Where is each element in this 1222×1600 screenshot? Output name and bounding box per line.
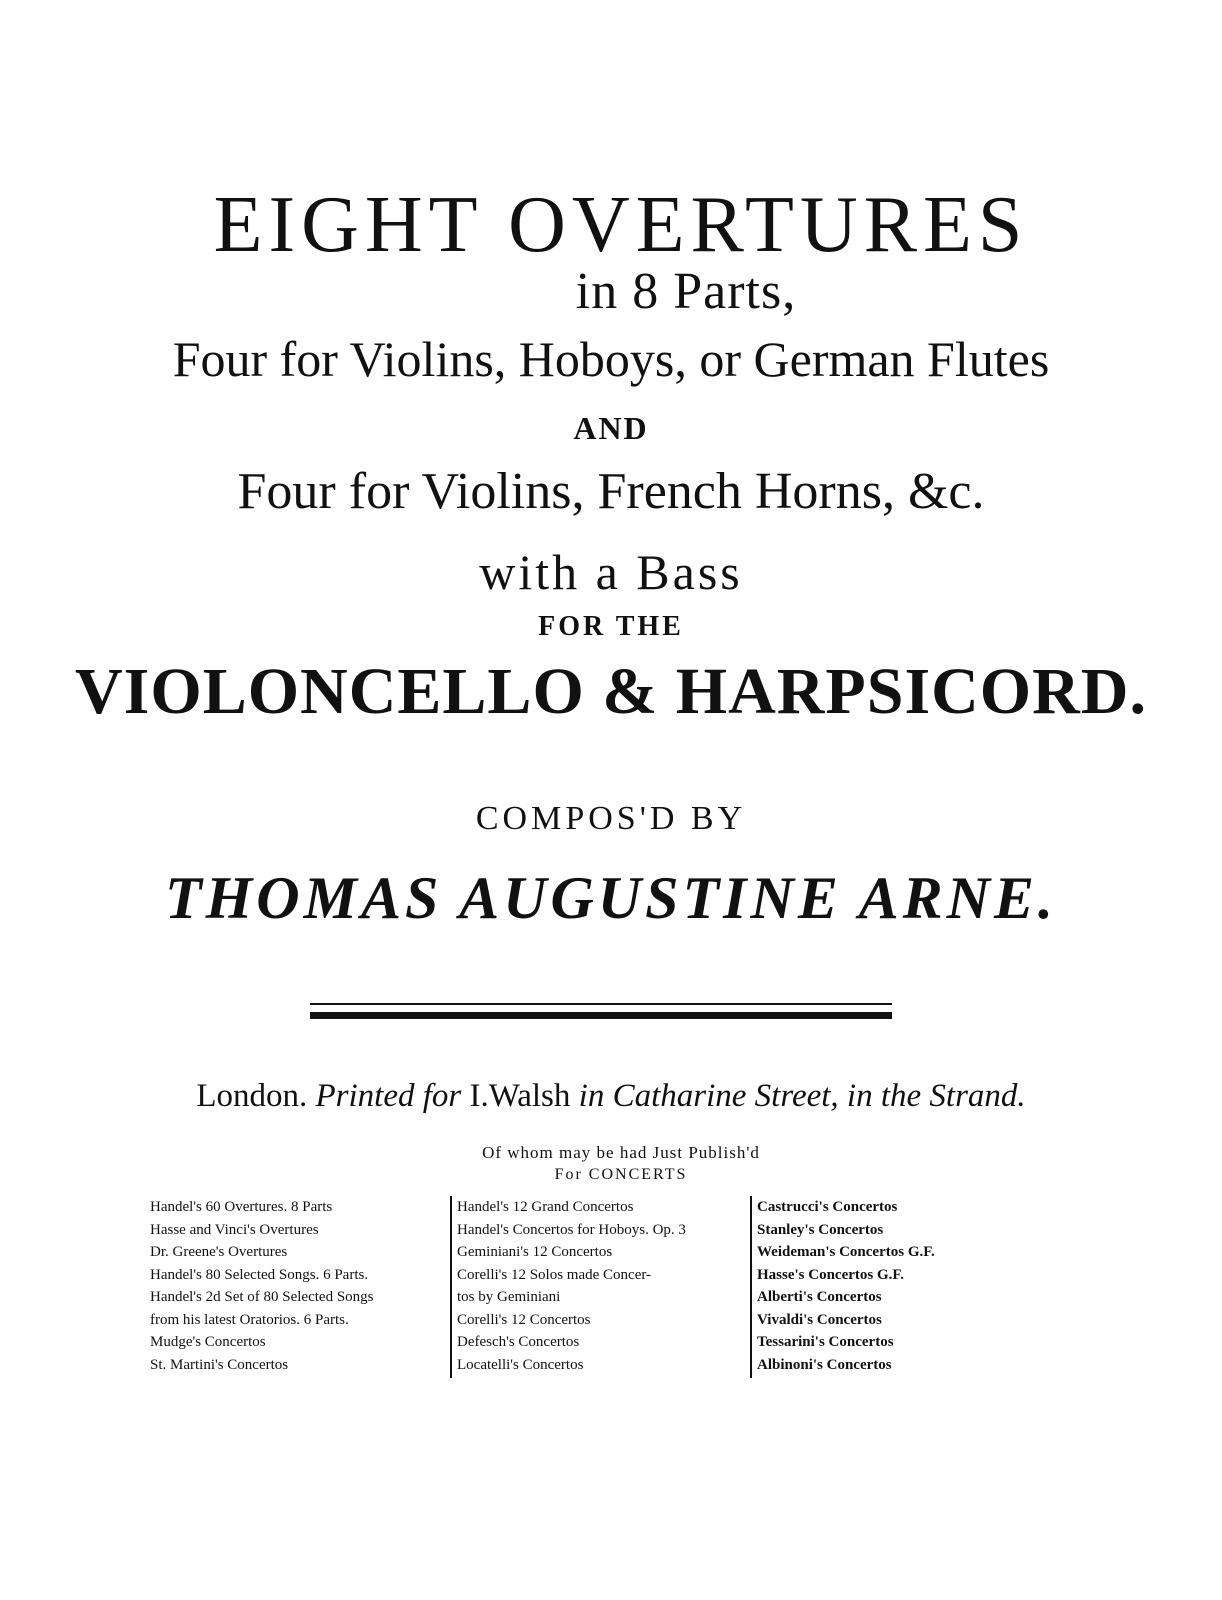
composed-by-label: COMPOS'D BY: [475, 800, 747, 837]
list-item: Hasse's Concertos G.F.: [757, 1266, 904, 1283]
list-item: Defesch's Concertos: [457, 1334, 580, 1350]
list-item: Locatelli's Concertos: [457, 1356, 584, 1373]
column-divider: [450, 1196, 452, 1378]
bass-line: with a Bass: [479, 544, 743, 600]
list-item: Handel's 2d Set of 80 Selected Songs: [150, 1289, 374, 1305]
instruments-line: VIOLONCELLO & HARPSICORD.: [75, 655, 1147, 728]
imprint-publisher: I.Walsh: [469, 1078, 571, 1114]
list-item: Tessarini's Concertos: [757, 1334, 894, 1350]
column-divider: [750, 1196, 752, 1378]
list-item: Geminiani's 12 Concertos: [457, 1244, 613, 1260]
list-item: Handel's Concertos for Hoboys. Op. 3: [457, 1221, 686, 1238]
conjunction-line: AND: [573, 410, 649, 446]
list-item: from his latest Oratorios. 6 Parts.: [150, 1311, 349, 1328]
advert-heading: Of whom may be had Just Publish'd: [482, 1143, 760, 1162]
horns-line: Four for Violins, French Horns, &c.: [237, 463, 985, 520]
list-item: Albinoni's Concertos: [757, 1356, 892, 1373]
for-the-line: FOR THE: [538, 611, 684, 642]
list-item: Handel's 12 Grand Concertos: [457, 1199, 634, 1215]
list-item: Hasse and Vinci's Overtures: [150, 1221, 319, 1238]
list-item: tos by Geminiani: [457, 1289, 561, 1305]
list-item: Castrucci's Concertos: [757, 1199, 898, 1215]
composer-name: THOMAS AUGUSTINE ARNE.: [164, 865, 1058, 931]
catalog-column-2: [457, 1196, 749, 1376]
list-item: Alberti's Concertos: [757, 1289, 882, 1305]
list-item: Weideman's Concertos G.F.: [757, 1244, 935, 1260]
imprint-printed-for: Printed for: [315, 1078, 462, 1114]
imprint-address: in Catharine Street, in the Strand.: [578, 1078, 1026, 1114]
parts-line: in 8 Parts,: [575, 263, 797, 320]
list-item: Handel's 80 Selected Songs. 6 Parts.: [150, 1266, 369, 1283]
advert-subheading: For CONCERTS: [554, 1166, 688, 1183]
catalog-column-3: [757, 1196, 1049, 1376]
list-item: Handel's 60 Overtures. 8 Parts: [150, 1199, 333, 1215]
work-title: EIGHT OVERTURES: [213, 181, 1029, 269]
divider-thin: [310, 1003, 892, 1005]
list-item: Mudge's Concertos: [150, 1334, 266, 1350]
catalog-list: [150, 1196, 1050, 1386]
list-item: Corelli's 12 Solos made Concer-: [457, 1266, 652, 1283]
woodwinds-line: Four for Violins, Hoboys, or German Flutes: [172, 331, 1050, 387]
imprint: [0, 1078, 1222, 1115]
divider-thick: [310, 1012, 892, 1019]
list-item: Stanley's Concertos: [757, 1221, 884, 1238]
list-item: Corelli's 12 Concertos: [457, 1311, 591, 1328]
catalog-column-1: [150, 1196, 442, 1376]
imprint-place: London.: [196, 1078, 308, 1114]
list-item: Vivaldi's Concertos: [757, 1311, 882, 1328]
list-item: St. Martini's Concertos: [150, 1356, 289, 1373]
list-item: Dr. Greene's Overtures: [150, 1244, 288, 1260]
